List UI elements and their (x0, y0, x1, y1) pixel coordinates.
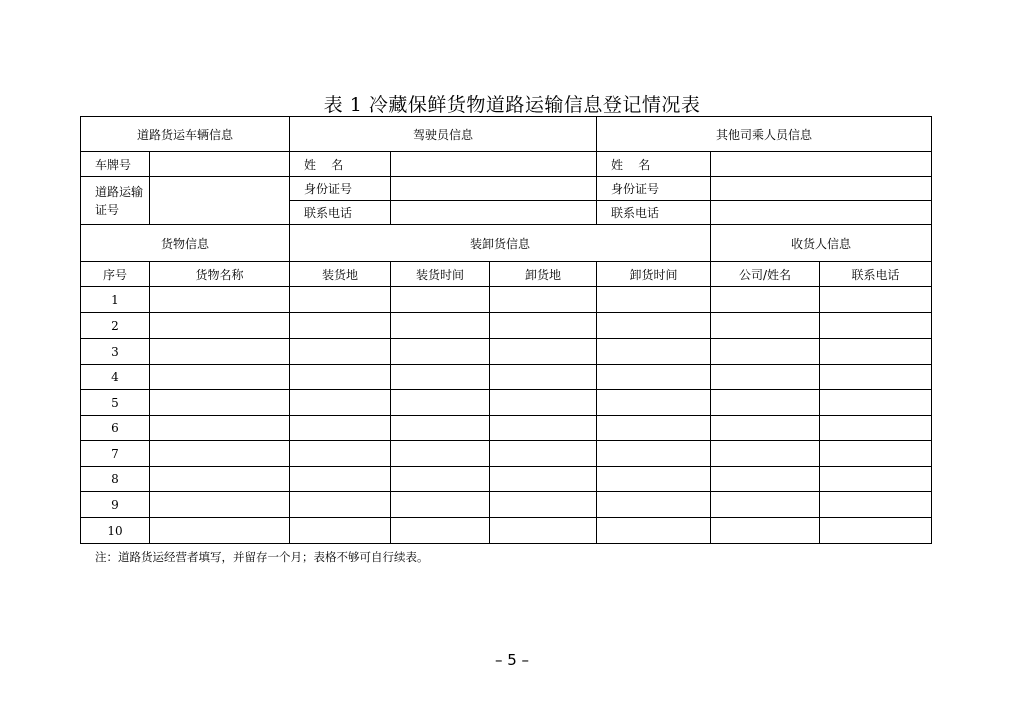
cell[interactable] (820, 518, 932, 544)
cell[interactable] (490, 492, 597, 518)
row-number: 10 (81, 518, 150, 544)
cell[interactable] (150, 313, 290, 339)
cell[interactable] (290, 390, 391, 416)
row-number: 5 (81, 390, 150, 416)
cell[interactable] (490, 313, 597, 339)
cell[interactable] (290, 492, 391, 518)
cell[interactable] (290, 467, 391, 492)
cell[interactable] (820, 365, 932, 390)
staff-id-field[interactable] (711, 177, 932, 201)
cell[interactable] (597, 313, 711, 339)
cell[interactable] (820, 390, 932, 416)
col-header: 联系电话 (820, 262, 932, 287)
cell[interactable] (711, 416, 820, 441)
cell[interactable] (820, 492, 932, 518)
col-header: 公司/姓名 (711, 262, 820, 287)
table-row (81, 518, 932, 544)
cell[interactable] (150, 365, 290, 390)
registration-table (80, 116, 932, 544)
permit-field[interactable] (150, 177, 290, 225)
cell[interactable] (290, 518, 391, 544)
cell[interactable] (711, 339, 820, 365)
cell[interactable] (711, 390, 820, 416)
cell[interactable] (597, 390, 711, 416)
cell[interactable] (490, 390, 597, 416)
cell[interactable] (391, 518, 490, 544)
staff-phone-field[interactable] (711, 201, 932, 225)
plate-label: 车牌号 (81, 152, 150, 177)
cell[interactable] (820, 287, 932, 313)
footnote: 注：道路货运经营者填写，并留存一个月；表格不够可自行续表。 (95, 550, 429, 564)
row-number: 2 (81, 313, 150, 339)
row-number: 1 (81, 287, 150, 313)
row-number: 4 (81, 365, 150, 390)
cell[interactable] (597, 467, 711, 492)
cell[interactable] (150, 339, 290, 365)
col-header: 序号 (81, 262, 150, 287)
cell[interactable] (290, 313, 391, 339)
cell[interactable] (150, 467, 290, 492)
cell[interactable] (391, 416, 490, 441)
table-row (81, 339, 932, 365)
row-number: 9 (81, 492, 150, 518)
table-row (81, 390, 932, 416)
cell[interactable] (820, 416, 932, 441)
staff-name-label: 姓 名 (597, 152, 711, 177)
cell[interactable] (290, 416, 391, 441)
cell[interactable] (597, 287, 711, 313)
section-loading-header: 装卸货信息 (290, 225, 711, 262)
cell[interactable] (597, 441, 711, 467)
cell[interactable] (597, 339, 711, 365)
cell[interactable] (290, 339, 391, 365)
cell[interactable] (391, 390, 490, 416)
cell[interactable] (597, 492, 711, 518)
cell[interactable] (150, 287, 290, 313)
staff-name-field[interactable] (711, 152, 932, 177)
staff-id-label: 身份证号 (597, 177, 711, 201)
cell[interactable] (597, 365, 711, 390)
table-row (81, 365, 932, 390)
col-header: 货物名称 (150, 262, 290, 287)
row-number: 3 (81, 339, 150, 365)
section-driver-header: 驾驶员信息 (290, 117, 597, 152)
driver-id-label: 身份证号 (290, 177, 391, 201)
cell[interactable] (711, 287, 820, 313)
cell[interactable] (490, 518, 597, 544)
driver-id-field[interactable] (391, 177, 597, 201)
cell[interactable] (711, 441, 820, 467)
permit-label: 道路运输证号 (81, 177, 150, 225)
table-row (81, 313, 932, 339)
cell[interactable] (150, 492, 290, 518)
col-header: 卸货时间 (597, 262, 711, 287)
cell[interactable] (290, 287, 391, 313)
cell[interactable] (490, 287, 597, 313)
table-row (81, 492, 932, 518)
section-vehicle-header: 道路货运车辆信息 (81, 117, 290, 152)
cell[interactable] (391, 467, 490, 492)
cell[interactable] (711, 467, 820, 492)
table-row (81, 287, 932, 313)
col-header: 装货地 (290, 262, 391, 287)
cell[interactable] (391, 492, 490, 518)
cell[interactable] (711, 365, 820, 390)
cell[interactable] (711, 492, 820, 518)
cell[interactable] (490, 467, 597, 492)
cell[interactable] (391, 441, 490, 467)
col-header: 卸货地 (490, 262, 597, 287)
cell[interactable] (820, 339, 932, 365)
cell[interactable] (150, 441, 290, 467)
row-number: 8 (81, 467, 150, 492)
cell[interactable] (391, 287, 490, 313)
cell[interactable] (490, 416, 597, 441)
cell[interactable] (490, 365, 597, 390)
cell[interactable] (490, 339, 597, 365)
cell[interactable] (290, 365, 391, 390)
section-other-staff-header: 其他司乘人员信息 (597, 117, 932, 152)
cell[interactable] (150, 416, 290, 441)
staff-phone-label: 联系电话 (597, 201, 711, 225)
row-number: 7 (81, 441, 150, 467)
cell[interactable] (391, 365, 490, 390)
cell[interactable] (597, 518, 711, 544)
cell[interactable] (150, 390, 290, 416)
cell[interactable] (711, 518, 820, 544)
plate-field[interactable] (150, 152, 290, 177)
table-row (81, 416, 932, 441)
cell[interactable] (391, 339, 490, 365)
cell[interactable] (391, 313, 490, 339)
cell[interactable] (820, 467, 932, 492)
page-number: – 5 – (494, 651, 530, 669)
col-header: 装货时间 (391, 262, 490, 287)
driver-name-label: 姓 名 (290, 152, 391, 177)
driver-phone-label: 联系电话 (290, 201, 391, 225)
page-title: 表 1 冷藏保鲜货物道路运输信息登记情况表 (323, 94, 701, 116)
cell[interactable] (820, 441, 932, 467)
driver-name-field[interactable] (391, 152, 597, 177)
cell[interactable] (150, 518, 290, 544)
table-row (81, 467, 932, 492)
cell[interactable] (290, 441, 391, 467)
table-row (81, 441, 932, 467)
cell[interactable] (711, 313, 820, 339)
cell[interactable] (820, 313, 932, 339)
section-consignee-header: 收货人信息 (711, 225, 932, 262)
section-cargo-header: 货物信息 (81, 225, 290, 262)
cell[interactable] (490, 441, 597, 467)
cell[interactable] (597, 416, 711, 441)
driver-phone-field[interactable] (391, 201, 597, 225)
row-number: 6 (81, 416, 150, 441)
